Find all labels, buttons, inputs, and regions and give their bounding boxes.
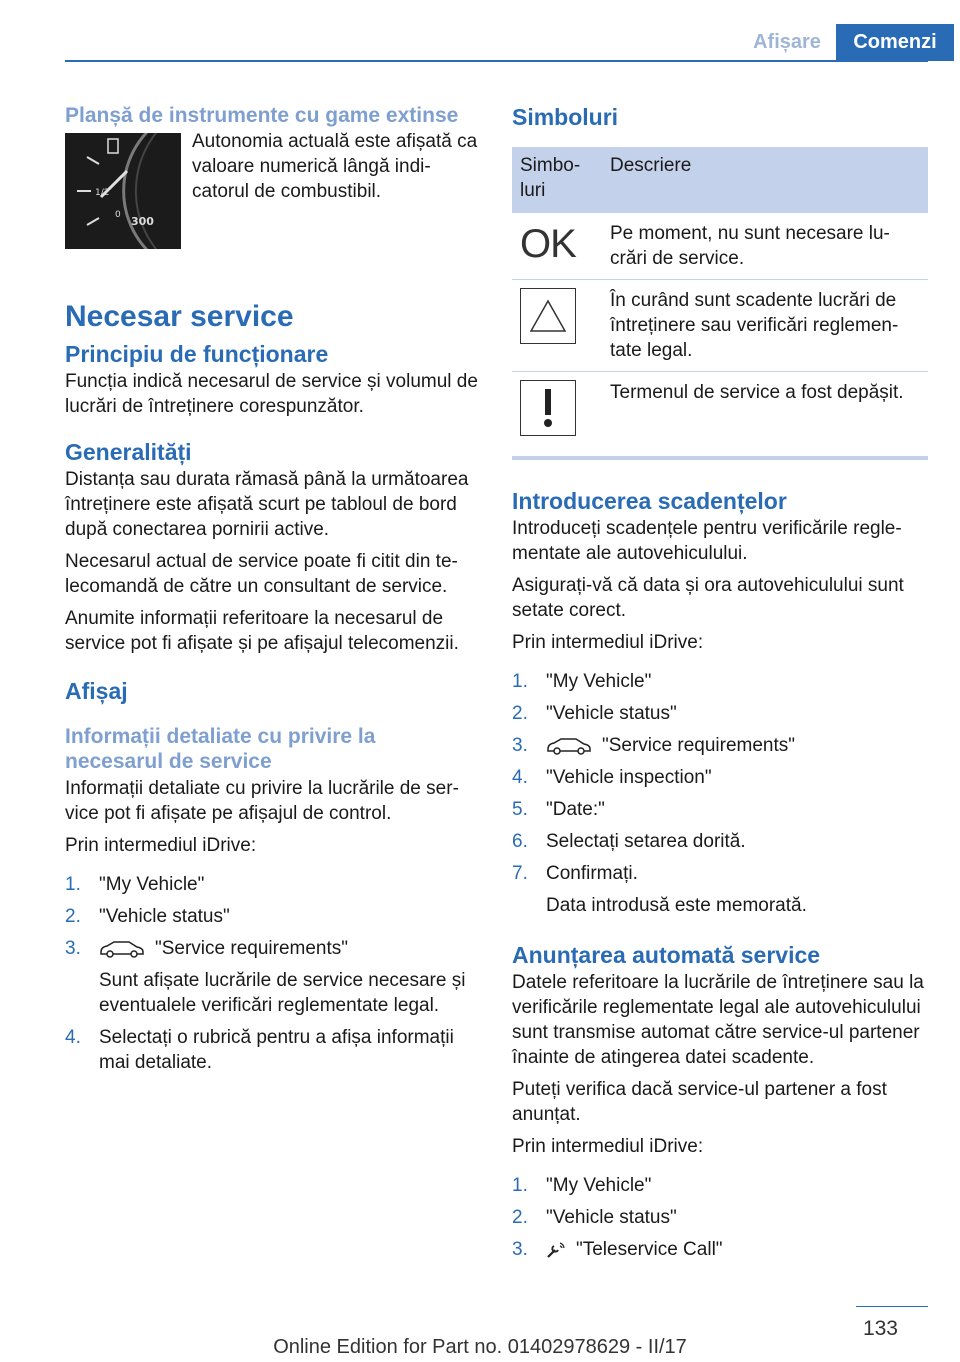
list-item: 2. "Vehicle status" [512,703,677,724]
gauge-block [65,133,479,249]
list-item: 6. Selectați setarea dorită. [512,831,746,852]
svg-text:0: 0 [115,210,121,220]
list-item: 3. "Service requirements" Sunt afișate lucrările de service necesare și eventualele verificări reglementate legal. [65,936,479,1018]
idrive-label: Prin intermediul iDrive: [65,835,257,856]
tab-display: Afișare [753,31,821,53]
fuel-gauge-image [65,133,181,249]
general-p2: Necesarul actual de service poate fi citit din telecomandă de către un consultant de service. [65,551,458,597]
general-p1: Distanța sau durata rămasă până la următoarea întreținere este afișată scurt pe tabloul de bord după conectarea pornirii active. [65,469,469,540]
list-item: 7. Confirmați. Data introdusă este memorată. [512,861,928,918]
list-item: 3. "Teleservice Call" [512,1239,723,1260]
footer-rule [856,1306,928,1307]
car-icon [99,940,145,958]
table-row: Termenul de service a fost depășit. [512,372,928,445]
list-item: 1. "My Vehicle" [512,671,652,692]
due-idrive: Prin intermediul iDrive: [512,632,704,653]
principle-text: Funcția indică necesarul de service și volumul de lucrări de întreținere corespunzător. [65,371,478,417]
detail-title: Informații detaliate cu privire la necesarul de service [65,725,376,773]
list-item: 2. "Vehicle status" [65,906,230,927]
list-item: 2. "Vehicle status" [512,1207,677,1228]
svg-text:1/2: 1/2 [95,188,110,198]
list-item: 1. "My Vehicle" [65,874,205,895]
table-header-symbols: Simboluri [512,147,602,213]
due-steps-list [512,669,928,918]
display-title: Afișaj [65,678,128,704]
extended-instruments-title: Planșă de instrumente cu game extinse [65,104,459,127]
list-item: 3. "Service requirements" [512,735,796,756]
table-header-description: Descriere [602,147,928,213]
table-row: OK Pe moment, nu sunt necesare lucrări de service. [512,213,928,280]
service-steps-list [65,872,479,1075]
car-icon [546,737,592,755]
list-item: 4. "Vehicle inspection" [512,767,712,788]
header-rule [65,60,928,62]
general-p3: Anumite informații referitoare la necesarul de service pot fi afișate și pe afișajul telecomenzii. [65,608,459,654]
auto-p1: Datele referitoare la lucrările de întreținere sau la verificările reglementate legal ale autovehiculului sunt transmise automat către service-ul partener înainte de atingerea datei scadente. [512,972,924,1068]
ok-icon: OK [520,222,576,266]
tab-controls: Comenzi [836,24,954,61]
detail-text: Informații detaliate cu privire la lucrările de service pot fi afișate pe afișajul de control. [65,778,459,824]
list-item: 4. Selectați o rubrică pentru a afișa informații mai detaliate. [65,1027,454,1073]
symbols-table [512,147,928,444]
warning-triangle-icon [520,288,576,344]
right-column [512,100,928,1269]
left-column [65,100,479,1082]
principle-title: Principiu de funcționare [65,341,329,367]
general-title: Generalități [65,439,192,465]
auto-idrive: Prin intermediul iDrive: [512,1136,704,1157]
list-item: 1. "My Vehicle" [512,1175,652,1196]
edition-footer: Online Edition for Part no. 01402978629 - II/17 [273,1336,687,1358]
auto-p2: Puteți verifica dacă service-ul partener a fost anunțat. [512,1079,887,1125]
exclamation-icon [520,380,576,436]
symbols-title: Simboluri [512,104,619,130]
due-dates-title: Introducerea scadențelor [512,488,787,514]
due-p1: Introduceți scadențele pentru verificările reglementate ale autovehiculului. [512,518,902,564]
range-text: Autonomia actuală este afișată ca valoare numerică lângă indicatorul de combustibil. [192,131,478,202]
header-tabs [738,24,954,61]
svg-text:300: 300 [131,215,154,228]
step-note: Sunt afișate lucrările de service necesare și eventualele verificări reglementate legal. [99,970,466,1016]
auto-notify-title: Anunțarea automată service [512,942,821,968]
auto-steps-list [512,1173,928,1262]
due-p2: Asigurați-vă că data și ora autovehiculului sunt setate corect. [512,575,904,621]
page-number: 133 [862,1317,898,1340]
section-title: Necesar service [65,300,294,333]
list-item: 5. "Date:" [512,799,605,820]
step-note: Data introdusă este memorată. [546,895,807,916]
table-bottom-rule [512,456,928,460]
wrench-signal-icon [546,1241,566,1259]
table-row: În curând sunt scadente lucrări de întreținere sau verificări reglementate legal. [512,280,928,372]
